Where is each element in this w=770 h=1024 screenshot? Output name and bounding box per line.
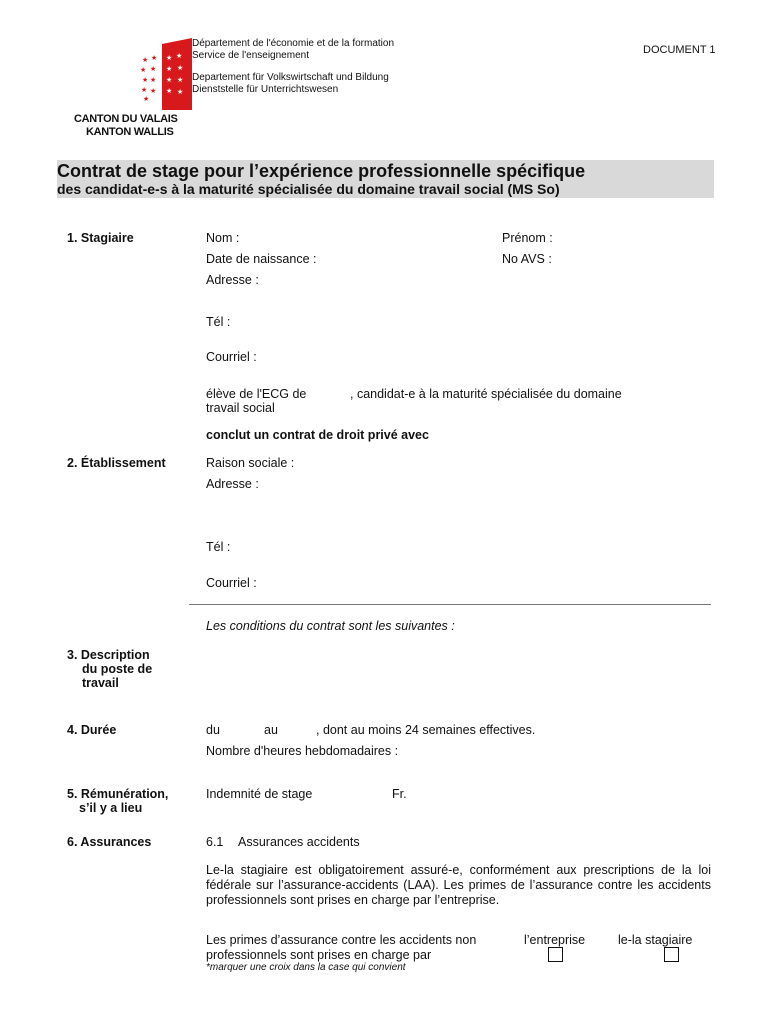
canton-de: KANTON WALLIS: [86, 126, 174, 138]
date-naissance-field[interactable]: Date de naissance :: [206, 252, 317, 266]
section-assurances-heading: 6. Assurances: [67, 835, 152, 849]
raison-sociale-field[interactable]: Raison sociale :: [206, 456, 295, 470]
checkbox-entreprise[interactable]: [548, 947, 563, 962]
ecg-text-cont: travail social: [206, 401, 275, 415]
section-description-heading-2: du poste de: [82, 662, 153, 676]
section-remuneration-heading-2: s’il y a lieu: [79, 801, 143, 815]
svg-text:★: ★: [177, 76, 184, 84]
svg-text:★: ★: [140, 66, 147, 74]
svg-text:★: ★: [166, 65, 173, 73]
heures-field[interactable]: Nombre d'heures hebdomadaires :: [206, 744, 399, 758]
etab-courriel-field[interactable]: Courriel :: [206, 576, 257, 590]
adresse-field[interactable]: Adresse :: [206, 273, 259, 287]
etab-adresse-field[interactable]: Adresse :: [206, 477, 259, 491]
courriel-field[interactable]: Courriel :: [206, 350, 257, 364]
svg-text:★: ★: [141, 86, 148, 94]
section-stagiaire-heading: 1. Stagiaire: [67, 231, 134, 245]
svg-text:★: ★: [166, 87, 173, 95]
ecg-field[interactable]: élève de l'ECG de: [206, 387, 307, 401]
date-du-field[interactable]: du: [206, 723, 220, 737]
date-au-field[interactable]: au: [264, 723, 278, 737]
divider: [189, 604, 711, 605]
section-etablissement-heading: 2. Établissement: [67, 456, 166, 470]
svg-text:★: ★: [150, 65, 157, 73]
primes-text: Les primes d’assurance contre les accidents non: [206, 933, 477, 947]
no-avs-field[interactable]: No AVS :: [502, 252, 552, 266]
document-label: DOCUMENT 1: [643, 44, 716, 56]
dept-fr: Département de l'économie et de la formation: [192, 38, 395, 49]
prenom-field[interactable]: Prénom :: [502, 231, 553, 245]
option-stagiaire-label: le-la stagiaire: [618, 933, 693, 947]
section-duree-heading: 4. Durée: [67, 723, 117, 737]
page-subtitle: des candidat-e-s à la maturité spécialisée du domaine travail social (MS So): [57, 181, 560, 197]
section-description-heading: 3. Description: [67, 648, 150, 662]
conditions-text: Les conditions du contrat sont les suivantes :: [206, 619, 455, 633]
etab-tel-field[interactable]: Tél :: [206, 540, 231, 554]
svg-text:★: ★: [143, 95, 150, 103]
section-description-heading-3: travail: [82, 676, 119, 690]
ecg-text: , candidat-e à la maturité spécialisée du domaine: [350, 387, 622, 401]
svg-text:★: ★: [177, 88, 184, 96]
conclut-text: conclut un contrat de droit privé avec: [206, 428, 429, 442]
canton-valais-logo: [136, 38, 192, 110]
svg-text:★: ★: [150, 87, 157, 95]
indemnite-field[interactable]: Indemnité de stage: [206, 787, 313, 801]
svg-text:★: ★: [142, 56, 149, 64]
svg-text:★: ★: [142, 76, 149, 84]
assurance-paragraph: Le-la stagiaire est obligatoirement assuré-e, conformément aux prescriptions de la loi fédérale sur l’assurance-accidents (LAA). Les primes de l’assurance contre les accidents professionnels sont prises en charge par l’entreprise.: [206, 863, 711, 907]
duree-text: , dont au moins 24 semaines effectives.: [316, 723, 536, 737]
option-entreprise-label: l’entreprise: [524, 933, 586, 947]
assurance-subheading: Assurances accidents: [238, 835, 360, 849]
svg-text:★: ★: [166, 54, 173, 62]
tel-field[interactable]: Tél :: [206, 315, 231, 329]
canton-fr: CANTON DU VALAIS: [74, 113, 178, 125]
footnote: *marquer une croix dans la case qui convient: [206, 962, 406, 973]
svg-text:★: ★: [150, 76, 157, 84]
page-title: Contrat de stage pour l’expérience professionnelle spécifique: [57, 161, 586, 181]
svg-text:★: ★: [151, 54, 158, 62]
section-remuneration-heading: 5. Rémunération,: [67, 787, 169, 801]
svg-text:★: ★: [166, 76, 173, 84]
service-fr: Service de l'enseignement: [192, 50, 309, 61]
svg-text:★: ★: [176, 52, 183, 60]
primes-text-2: professionnels sont prises en charge par: [206, 948, 432, 962]
dept-de: Departement für Volkswirtschaft und Bildung: [192, 72, 389, 83]
nom-field[interactable]: Nom :: [206, 231, 240, 245]
service-de: Dienststelle für Unterrichtswesen: [192, 84, 339, 95]
svg-text:★: ★: [177, 64, 184, 72]
francs-label: Fr.: [392, 787, 407, 801]
assurance-number: 6.1: [206, 835, 224, 849]
checkbox-stagiaire[interactable]: [664, 947, 679, 962]
